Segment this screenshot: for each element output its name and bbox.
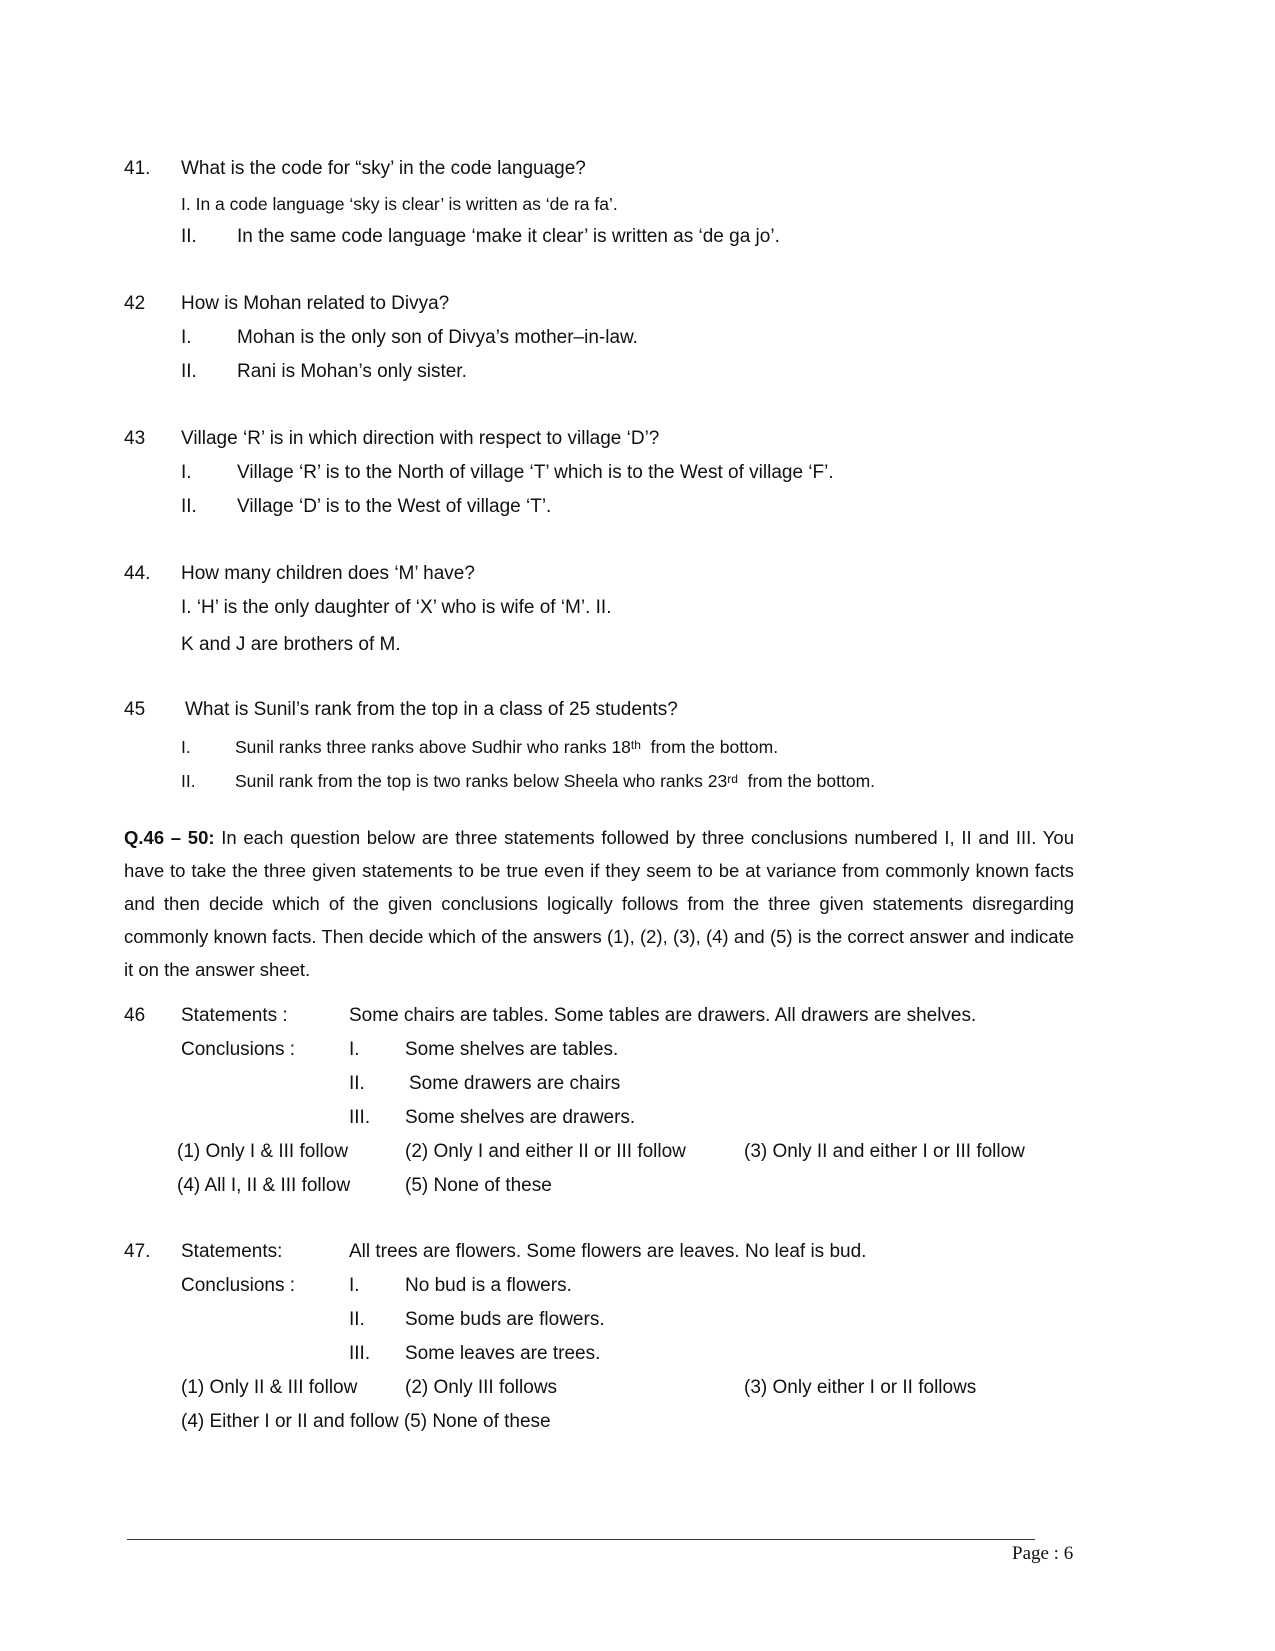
q44-question: How many children does ‘M’ have? [181,563,475,584]
q46-statements-label: Statements : [181,1005,288,1026]
q47-conclusion-3: Some leaves are trees. [405,1343,601,1364]
q44-number: 44. [124,563,151,584]
q43-statement-1-number: I. [181,462,192,483]
q41-statement-2: In the same code language ‘make it clear’ is written as ‘de ga jo’. [237,226,780,247]
q46-conclusions-label: Conclusions : [181,1039,296,1060]
q42-question: How is Mohan related to Divya? [181,293,450,314]
q46-conclusion-2: Some drawers are chairs [409,1073,621,1094]
q46-statements: Some chairs are tables. Some tables are drawers. All drawers are shelves. [349,1005,977,1026]
q45-statement-1-number: I. [181,737,191,757]
page-number: Page : 6 [1012,1543,1074,1564]
q45-statement-2-tail: from the bottom. [747,771,876,791]
q42-statement-2: Rani is Mohan’s only sister. [237,361,467,382]
q45-statement-2 [235,769,875,795]
q47-conclusions-label: Conclusions : [181,1275,296,1296]
q46-number: 46 [124,1005,146,1026]
q47-option-3: (3) Only either I or II follows [744,1377,977,1398]
q47-number: 47. [124,1241,151,1262]
q47-option-2: (2) Only III follows [405,1377,558,1398]
q41-number: 41. [124,158,151,179]
q41-question: What is the code for “sky’ in the code language? [181,158,586,179]
q45-statement-1-superscript: th [630,738,641,752]
q45-number: 45 [124,699,146,720]
q43-statement-1: Village ‘R’ is to the North of village ‘T’ which is to the West of village ‘F’. [237,462,834,483]
q42-number: 42 [124,293,146,314]
q46-option-1: (1) Only I & III follow [177,1141,349,1162]
q43-question: Village ‘R’ is in which direction with respect to village ‘D’? [181,428,660,449]
q45-statement-1 [235,735,778,761]
q42-statement-1-number: I. [181,327,192,348]
q44-statement-1: I. ‘H’ is the only daughter of ‘X’ who is wife of ‘M’. II. [181,597,612,618]
q41-statement-1: I. In a code language ‘sky is clear’ is written as ‘de ra fa’. [181,194,618,214]
q47-option-1: (1) Only II & III follow [181,1377,358,1398]
q42-statement-1: Mohan is the only son of Divya’s mother–in-law. [237,327,638,348]
q45-statement-2-number: II. [181,771,196,791]
q46-conclusion-1: Some shelves are tables. [405,1039,619,1060]
q47-conclusion-1: No bud is a flowers. [405,1275,572,1296]
q44-statement-2: K and J are brothers of M. [181,634,401,655]
q43-statement-2-number: II. [181,496,197,517]
q47-conclusion-1-number: I. [349,1275,360,1296]
q43-statement-2: Village ‘D’ is to the West of village ‘T’. [237,496,552,517]
q46-option-2: (2) Only I and either II or III follow [405,1141,686,1162]
q45-question: What is Sunil’s rank from the top in a class of 25 students? [185,699,678,720]
q45-statement-1-tail: from the bottom. [650,737,779,757]
instructions-text: In each question below are three statements followed by three conclusions numbered I, II and III. You have to take the three given statements to be true even if they seem to be at variance from commonly known facts and then decide which of the given conclusions logically follows from the three given statements disregarding commonly known facts. Then decide which of the answers (1), (2), (3), (4) and (5) is the correct answer and indicate it on the answer sheet. [124,827,1075,980]
q46-conclusion-3-number: III. [349,1107,371,1128]
q46-conclusion-3: Some shelves are drawers. [405,1107,636,1128]
q46-option-4: (4) All I, II & III follow [177,1175,351,1196]
q43-number: 43 [124,428,146,449]
q46-conclusion-1-number: I. [349,1039,360,1060]
q45-statement-2-superscript: rd [727,772,738,786]
instructions-label: Q.46 – 50: [124,827,215,848]
q45-statement-2-text: Sunil rank from the top is two ranks below Sheela who ranks 23 [235,771,728,791]
q47-conclusion-3-number: III. [349,1343,371,1364]
q46-option-3: (3) Only II and either I or III follow [744,1141,1025,1162]
q45-statement-1-text: Sunil ranks three ranks above Sudhir who ranks 18 [235,737,631,757]
instructions-paragraph [124,821,1074,986]
q47-statements: All trees are flowers. Some flowers are leaves. No leaf is bud. [349,1241,867,1262]
footer-divider [127,1539,1035,1540]
q42-statement-2-number: II. [181,361,197,382]
q46-conclusion-2-number: II. [349,1073,365,1094]
q47-conclusion-2-number: II. [349,1309,365,1330]
q46-option-5: (5) None of these [405,1175,552,1196]
q47-statements-label: Statements: [181,1241,283,1262]
q47-conclusion-2: Some buds are flowers. [405,1309,605,1330]
q47-option-4-5: (4) Either I or II and follow (5) None of these [181,1411,551,1432]
q41-statement-2-number: II. [181,226,197,247]
